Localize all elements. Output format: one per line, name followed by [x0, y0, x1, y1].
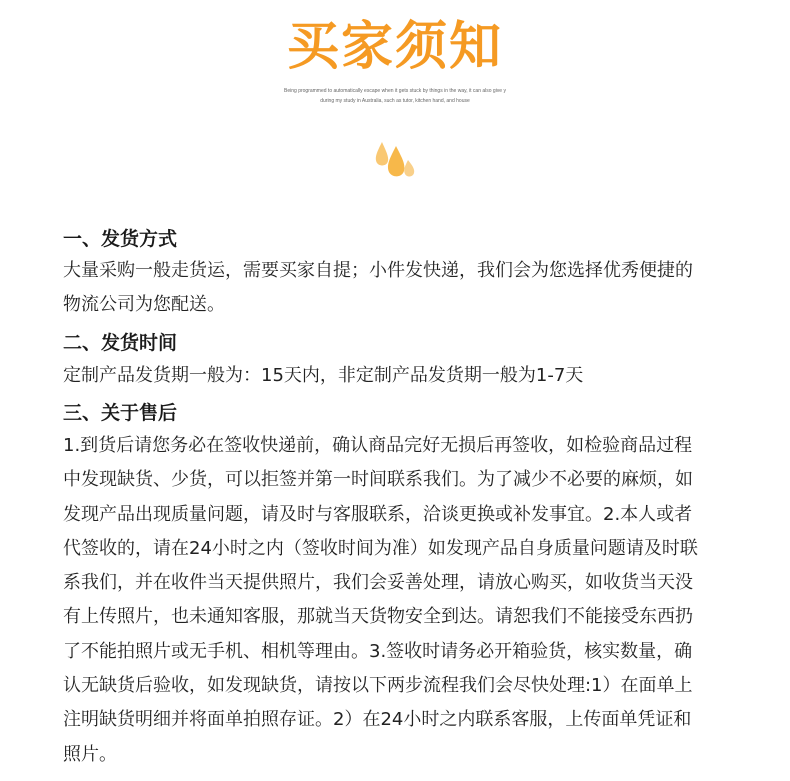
text-line: 认无缺货后验收，如发现缺货，请按以下两步流程我们会尽快处理:1）在面单上: [63, 675, 693, 697]
text-line: 大量采购一般走货运，需要买家自提；小件发快递，我们会为您选择优秀便捷的: [63, 260, 693, 281]
text-line: 注明缺货明细并将面单拍照存证。2）在24小时之内联系客服，上传面单凭证和: [63, 709, 692, 731]
text-line: 照片。: [63, 743, 117, 765]
text-line: 1.到货后请您务必在签收快递前，确认商品完好无损后再签收，如检验商品过程: [63, 435, 693, 456]
text-line: 物流公司为您配送。: [63, 294, 225, 316]
page-title: 买家须知: [286, 17, 503, 77]
water-drops-icon: [370, 138, 420, 188]
section-body-after-sales: [63, 429, 733, 772]
text-line: 定制产品发货期一般为：15天内，非定制产品发货期一般为1-7天: [63, 365, 584, 386]
text-line: 发现产品出现质量问题，请及时与客服联系，洽谈更换或补发事宜。2.本人或者: [63, 503, 693, 525]
section-title-shipping-time: 二、发货时间: [63, 332, 178, 354]
text-line: 系我们，并在收件当天提供照片，我们会妥善处理，请放心购买，如收货当天没: [63, 572, 693, 594]
section-title-shipping-method: 一、发货方式: [63, 228, 178, 250]
section-body-shipping-time: [63, 359, 733, 393]
section-body-shipping-method: [63, 254, 733, 323]
subtitle-line-2: during my study in Australia, such as tutor, kitchen hand, and house: [320, 98, 470, 104]
subtitle-line-1: Being programmed to automatically escape when it gets stuck by things in the way, it can also give y: [284, 88, 506, 94]
section-title-after-sales: 三、关于售后: [63, 402, 178, 424]
text-line: 了不能拍照片或无手机、相机等理由。3.签收时请务必开箱验货，核实数量，确: [63, 640, 693, 662]
text-line: 有上传照片，也未通知客服，那就当天货物安全到达。请恕我们不能接受东西扔: [63, 606, 693, 628]
text-line: 中发现缺货、少货，可以拒签并第一时间联系我们。为了减少不必要的麻烦，如: [63, 469, 693, 491]
text-line: 代签收的，请在24小时之内（签收时间为准）如发现产品自身质量问题请及时联: [63, 537, 698, 559]
